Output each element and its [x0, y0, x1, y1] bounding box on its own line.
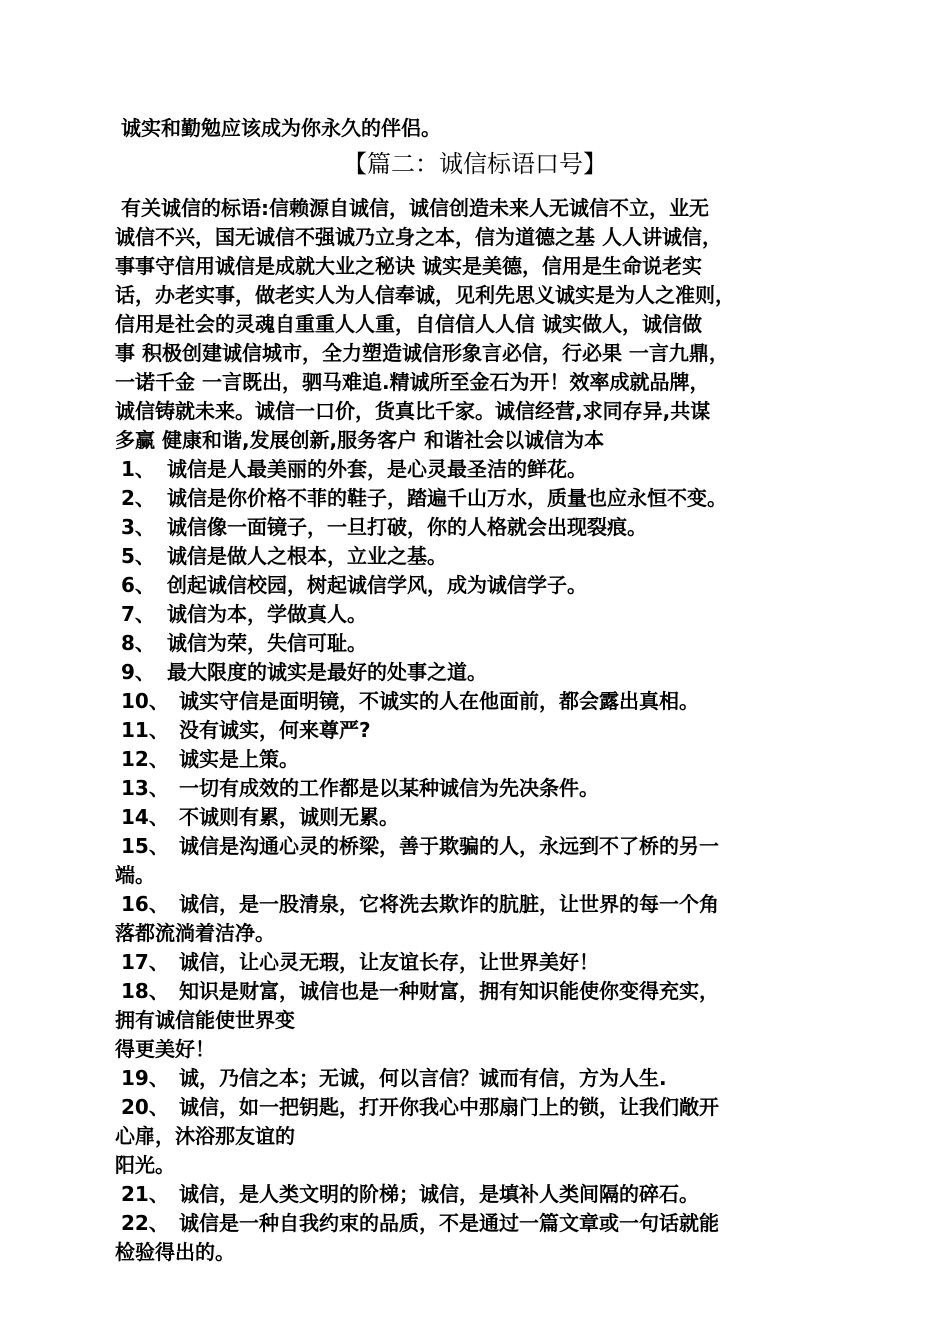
item-number: 16、 [121, 892, 169, 916]
item-number: 9、 [121, 660, 155, 684]
intro-line: 一诺千金 一言既出，驷马难追.精诚所至金石为开！效率成就品牌， [115, 370, 710, 394]
list-item [115, 948, 835, 977]
item-number: 14、 [121, 805, 169, 829]
intro-line: 话，办老实事，做老实人为人信奉诚，见利先思义诚实是为人之准则， [115, 283, 735, 307]
item-text: 最大限度的诚实是最好的处事之道。 [167, 660, 487, 684]
list-item [115, 1093, 835, 1180]
item-text: 落都流淌着洁净。 [115, 921, 275, 945]
list-item [115, 1064, 835, 1093]
item-text: 诚信是做人之根本，立业之基。 [167, 544, 447, 568]
item-text: 诚信，让心灵无瑕，让友谊长存，让世界美好！ [179, 950, 599, 974]
list-item [115, 571, 835, 600]
intro-line: 诚信不兴，国无诚信不强诚乃立身之本，信为道德之基 人人讲诚信， [115, 225, 722, 249]
item-text: 不诚则有累，诚则无累。 [179, 805, 399, 829]
list-item [115, 629, 835, 658]
item-text: 诚信为本，学做真人。 [167, 602, 367, 626]
intro-line: 多赢 健康和谐,发展创新,服务客户 和谐社会以诚信为本 [115, 428, 605, 452]
item-text: 诚信像一面镜子，一旦打破，你的人格就会出现裂痕。 [167, 515, 647, 539]
item-text: 诚信是一种自我约束的品质，不是通过一篇文章或一句话就能 [179, 1211, 719, 1235]
intro-line: 信用是社会的灵魂自重重人人重，自信信人人信 诚实做人，诚信做 [115, 312, 702, 336]
item-number: 8、 [121, 631, 155, 655]
item-text: 诚信是人最美丽的外套，是心灵最圣洁的鲜花。 [167, 457, 587, 481]
item-number: 15、 [121, 834, 169, 858]
item-number: 7、 [121, 602, 155, 626]
item-number: 18、 [121, 979, 169, 1003]
item-number: 2、 [121, 486, 155, 510]
item-number: 1、 [121, 457, 155, 481]
item-text: 知识是财富，诚信也是一种财富，拥有知识能使你变得充实， [179, 979, 719, 1003]
list-item [115, 890, 835, 948]
item-number: 11、 [121, 718, 169, 742]
item-number: 3、 [121, 515, 155, 539]
item-text: 诚实守信是面明镜，不诚实的人在他面前，都会露出真相。 [179, 689, 699, 713]
item-number: 17、 [121, 950, 169, 974]
intro-line: 有关诚信的标语:信赖源自诚信，诚信创造未来人无诚信不立，业无 [121, 196, 709, 220]
item-text: 没有诚实，何来尊严? [179, 718, 371, 742]
list-item [115, 977, 835, 1064]
item-number: 6、 [121, 573, 155, 597]
item-text: 端。 [115, 863, 155, 887]
item-number: 20、 [121, 1095, 169, 1119]
list-item [115, 600, 835, 629]
list-item [115, 687, 835, 716]
item-number: 12、 [121, 747, 169, 771]
intro-line: 事 积极创建诚信城市，全力塑造诚信形象言必信，行必果 一言九鼎， [115, 341, 729, 365]
intro-line: 诚信铸就未来。诚信一口价，货真比千家。诚信经营,求同存异,共谋 [115, 399, 711, 423]
item-number: 5、 [121, 544, 155, 568]
item-number: 10、 [121, 689, 169, 713]
item-text: 诚信是沟通心灵的桥梁，善于欺骗的人，永远到不了桥的另一 [179, 834, 719, 858]
list-item [115, 658, 835, 687]
item-number: 13、 [121, 776, 169, 800]
list-item [115, 542, 835, 571]
list-item [115, 484, 835, 513]
item-text: 阳光。 [115, 1153, 175, 1177]
intro-paragraph [115, 194, 835, 455]
slogan-list [115, 455, 835, 1267]
list-item [115, 1180, 835, 1209]
item-number: 21、 [121, 1182, 169, 1206]
item-text: 检验得出的。 [115, 1240, 235, 1264]
item-text: 诚信是你价格不菲的鞋子，踏遍千山万水，质量也应永恒不变。 [167, 486, 727, 510]
list-item [115, 774, 835, 803]
item-text: 诚，乃信之本；无诚，何以言信？诚而有信，方为人生. [179, 1066, 667, 1090]
item-text: 心扉，沐浴那友谊的 [115, 1124, 295, 1148]
item-text: 得更美好！ [115, 1037, 215, 1061]
item-text: 诚实是上策。 [179, 747, 299, 771]
list-item [115, 1209, 835, 1267]
list-item [115, 745, 835, 774]
item-text: 诚信，是一股清泉，它将洗去欺诈的肮脏，让世界的每一个角 [179, 892, 719, 916]
section-title: 【篇二：诚信标语口号】 [343, 150, 607, 178]
list-item [115, 803, 835, 832]
item-text: 诚信，是人类文明的阶梯；诚信，是填补人类间隔的碎石。 [179, 1182, 699, 1206]
item-text: 诚信，如一把钥匙，打开你我心中那扇门上的锁，让我们敞开 [179, 1095, 719, 1119]
item-number: 22、 [121, 1211, 169, 1235]
intro-line: 事事守信用诚信是成就大业之秘诀 诚实是美德，信用是生命说老实 [115, 254, 702, 278]
item-text: 创起诚信校园，树起诚信学风，成为诚信学子。 [167, 573, 587, 597]
list-item [115, 832, 835, 890]
list-item [115, 716, 835, 745]
item-number: 19、 [121, 1066, 169, 1090]
item-text: 诚信为荣，失信可耻。 [167, 631, 367, 655]
item-text: 拥有诚信能使世界变 [115, 1008, 295, 1032]
document-page [115, 112, 835, 1267]
list-item [115, 455, 835, 484]
lead-sentence: 诚实和勤勉应该成为你永久的伴侣。 [121, 116, 441, 140]
item-text: 一切有成效的工作都是以某种诚信为先决条件。 [179, 776, 599, 800]
list-item [115, 513, 835, 542]
